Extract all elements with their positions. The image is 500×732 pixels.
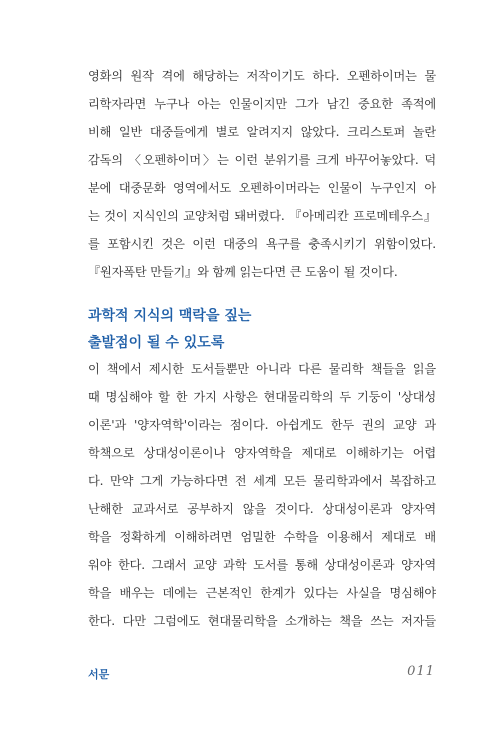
text-line: 감독의 〈오펜하이머〉는 이런 분위기를 크게 바꾸어놓았다. 덕 (88, 153, 436, 167)
text-line: 학책으로 상대성이론이나 양자역학을 제대로 이해하기는 어렵 (88, 446, 436, 460)
text-line: 다. 만약 그게 가능하다면 전 세계 모든 물리학과에서 복잡하고 (88, 474, 436, 488)
text-line: 는 것이 지식인의 교양처럼 돼버렸다. 『아메리칸 프로메테우스』 (88, 209, 436, 223)
text-line: 영화의 원작 격에 해당하는 저작이기도 하다. 오펜하이머는 물 (88, 69, 436, 83)
body-paragraph-2 (88, 355, 436, 635)
section-heading (88, 303, 251, 357)
body-paragraph-1 (88, 62, 436, 286)
text-line: 를 포함시킨 것은 이런 대중의 욕구를 충족시키기 위함이었다. (88, 237, 436, 251)
text-line: 이론'과 '양자역학'이라는 점이다. 아쉽게도 한두 권의 교양 과 (88, 418, 436, 432)
page-number: 011 (407, 664, 435, 679)
text-line: 이 책에서 제시한 도서들뿐만 아니라 다른 물리학 책들을 읽을 (88, 362, 436, 376)
text-line: 학을 정확하게 이해하려면 엄밀한 수학을 이용해서 제대로 배 (88, 530, 436, 544)
text-line: 학을 배우는 데에는 근본적인 한계가 있다는 사실을 명심해야 (88, 586, 436, 600)
text-line: 분에 대중문화 영역에서도 오펜하이머라는 인물이 누구인지 아 (88, 181, 436, 195)
text-line: 때 명심해야 할 한 가지 사항은 현대물리학의 두 기둥이 '상대성 (88, 390, 436, 404)
text-line: 『원자폭탄 만들기』와 함께 읽는다면 큰 도움이 될 것이다. (88, 265, 398, 279)
text-line: 리학자라면 누구나 아는 인물이지만 그가 남긴 중요한 족적에 (88, 97, 436, 111)
text-line: 난해한 교과서로 공부하지 않을 것이다. 상대성이론과 양자역 (88, 502, 436, 516)
section-heading-line: 과학적 지식의 맥락을 짚는 (88, 308, 252, 324)
section-heading-line: 출발점이 될 수 있도록 (88, 335, 225, 351)
text-line: 비해 일반 대중들에게 별로 알려지지 않았다. 크리스토퍼 놀란 (88, 125, 436, 139)
text-line: 한다. 다만 그럼에도 현대물리학을 소개하는 책을 쓰는 저자들 (88, 614, 436, 628)
text-line: 워야 한다. 그래서 교양 과학 도서를 통해 상대성이론과 양자역 (88, 558, 436, 572)
running-footer-section: 서문 (88, 668, 110, 681)
